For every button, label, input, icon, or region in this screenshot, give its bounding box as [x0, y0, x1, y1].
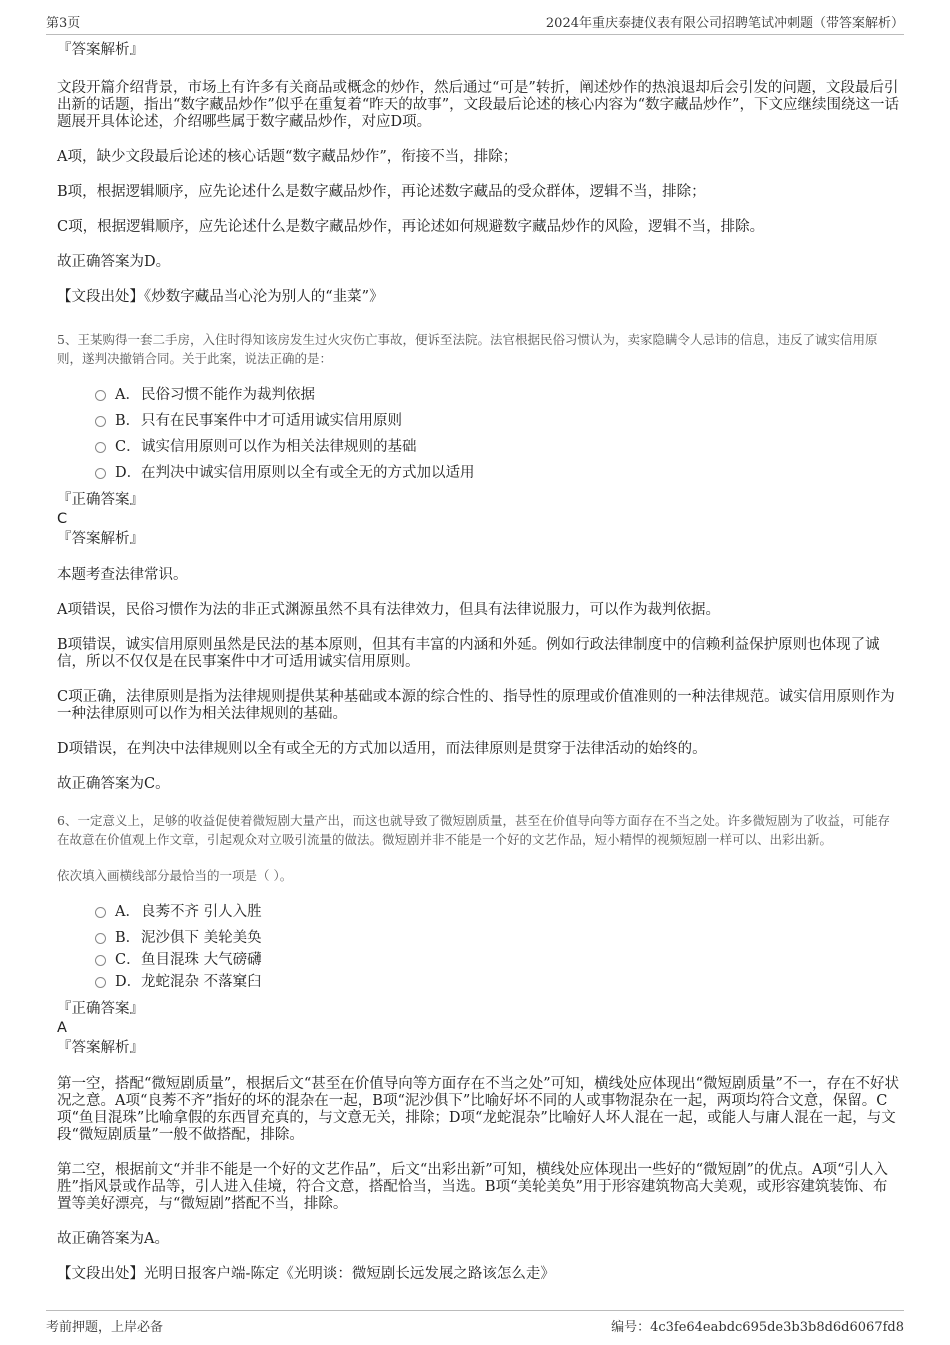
radio-icon[interactable] — [95, 390, 106, 401]
radio-icon[interactable] — [95, 468, 106, 479]
option-b[interactable]: B． 泥沙俱下 美轮美奂 — [95, 923, 900, 949]
option-d[interactable]: D． 龙蛇混杂 不落窠臼 — [95, 967, 900, 993]
question-prompt: 依次填入画横线部分最恰当的一项是（ ）。 — [57, 868, 293, 883]
analysis-paragraph: 故正确答案为D。 — [57, 254, 171, 270]
answer-label: 『正确答案』 — [57, 1001, 144, 1017]
option-c[interactable]: C． 鱼目混珠 大气磅礴 — [95, 949, 900, 967]
analysis-paragraph: 第一空，搭配“微短剧质量”，根据后文“甚至在价值导向等方面存在不当之处”可知，横线处应体现出“微短剧质量”不一，存在不好状况之意。A项“良莠不齐”指好的坏的混杂在一起，B项“泥沙俱下”比喻好坏不同的人或事物混杂在一起，两项均符合文意，保留。C项“鱼目混珠”比喻拿假的东西冒充真的，与文意无关，排除；D项“龙蛇混杂”比喻好人坏人混在一起，或能人与庸人混在一起，与文段“微短剧质量”一般不做搭配，排除。 — [57, 1076, 899, 1143]
analysis-paragraph: C项正确，法律原则是指为法律规则提供某种基础或本源的综合性的、指导性的原理或价值准则的一种法律规范。诚实信用原则作为一种法律原则可以作为相关法律规则的基础。 — [57, 689, 895, 722]
analysis-paragraph: D项错误，在判决中法律规则以全有或全无的方式加以适用，而法律原则是贯穿于法律活动的始终的。 — [57, 741, 707, 757]
page-footer — [46, 1310, 904, 1335]
question-6 — [57, 811, 900, 1283]
question-stem: 5、王某购得一套二手房，入住时得知该房发生过火灾伤亡事故，便诉至法院。法官根据民俗习惯认为，卖家隐瞒令人忌讳的信息，违反了诚实信用原则，遂判决撤销合同。关于此案，说法正确的是： — [57, 332, 878, 366]
option-a[interactable]: A． 民俗习惯不能作为裁判依据 — [95, 380, 900, 406]
analysis-paragraph: 故正确答案为C。 — [57, 776, 170, 792]
analysis-paragraph: C项，根据逻辑顺序，应先论述什么是数字藏品炒作，再论述如何规避数字藏品炒作的风险，逻辑不当，排除。 — [57, 219, 765, 235]
analysis-paragraph: B项错误，诚实信用原则虽然是民法的基本原则，但其有丰富的内涵和外延。例如行政法律制度中的信赖利益保护原则也体现了诚信，所以不仅仅是在民事案件中才可适用诚实信用原则。 — [57, 637, 880, 670]
correct-answer: A — [57, 1020, 67, 1036]
document-title: 2024年重庆泰捷仪表有限公司招聘笔试冲刺题（带答案解析） — [545, 16, 904, 31]
analysis-paragraph: A项错误，民俗习惯作为法的非正式渊源虽然不具有法律效力，但具有法律说服力，可以作为裁判依据。 — [57, 602, 720, 618]
radio-icon[interactable] — [95, 955, 106, 966]
analysis-paragraph: 第二空，根据前文“并非不能是一个好的文艺作品”，后文“出彩出新”可知，横线处应体现出一些好的“微短剧”的优点。A项“引人入胜”指风景或作品等，引人进入佳境，符合文意，搭配恰当，当选。B项“美轮美奂”用于形容建筑物高大美观，或形容建筑装饰、布置等美好漂亮，与“微短剧”搭配不当，排除。 — [57, 1162, 888, 1212]
option-c[interactable]: C． 诚实信用原则可以作为相关法律规则的基础 — [95, 432, 900, 458]
source-note: 【文段出处】光明日报客户端-陈定《光明谈：微短剧长远发展之路该怎么走》 — [57, 1266, 555, 1282]
option-d[interactable]: D． 在判决中诚实信用原则以全有或全无的方式加以适用 — [95, 458, 900, 484]
correct-answer: C — [57, 511, 68, 527]
document-id: 编号：4c3fe64eabdc695de3b3b8d6d6067fd8 — [611, 1320, 904, 1335]
analysis-label: 『答案解析』 — [57, 1040, 144, 1056]
option-list — [95, 380, 900, 484]
radio-icon[interactable] — [95, 416, 106, 427]
analysis-paragraph: B项，根据逻辑顺序，应先论述什么是数字藏品炒作，再论述数字藏品的受众群体，逻辑不当，排除； — [57, 184, 706, 200]
option-b[interactable]: B． 只有在民事案件中才可适用诚实信用原则 — [95, 406, 900, 432]
prev-question-analysis — [57, 40, 900, 306]
answer-label: 『正确答案』 — [57, 492, 144, 508]
footer-slogan: 考前押题，上岸必备 — [46, 1320, 164, 1335]
analysis-paragraph: 本题考查法律常识。 — [57, 567, 188, 583]
question-5 — [57, 330, 900, 793]
question-stem: 6、一定意义上，足够的收益促使着微短剧大量产出，而这也就导致了微短剧质量，甚至在价值导向等方面存在不当之处。许多微短剧为了收益，可能存在故意在价值观上作文章，引起观众对立吸引流量的做法。微短剧并非不能是一个好的文艺作品，短小精悍的视频短剧一样可以、出彩出新。 — [57, 813, 890, 847]
page-number: 第3页 — [46, 16, 81, 31]
radio-icon[interactable] — [95, 907, 106, 918]
analysis-paragraph: A项，缺少文段最后论述的核心话题“数字藏品炒作”，衔接不当，排除； — [57, 149, 518, 165]
source-note: 【文段出处】《炒数字藏品当心沦为别人的“韭菜”》 — [57, 289, 384, 305]
analysis-paragraph: 文段开篇介绍背景，市场上有许多有关商品或概念的炒作，然后通过“可是”转折，阐述炒作的热浪退却后会引发的问题，文段最后引出新的话题，指出“数字藏品炒作”似乎在重复着“昨天的故事”，文段最后论述的核心内容为“数字藏品炒作”，下文应继续围绕这一话题展开具体论述，介绍哪些属于数字藏品炒作，对应D项。 — [57, 80, 899, 130]
analysis-label: 『答案解析』 — [57, 42, 144, 58]
analysis-paragraph: 故正确答案为A。 — [57, 1231, 169, 1247]
page-header — [46, 12, 904, 35]
page-content — [57, 40, 900, 1301]
radio-icon[interactable] — [95, 977, 106, 988]
radio-icon[interactable] — [95, 933, 106, 944]
option-list — [95, 897, 900, 993]
radio-icon[interactable] — [95, 442, 106, 453]
analysis-label: 『答案解析』 — [57, 531, 144, 547]
option-a[interactable]: A． 良莠不齐 引人入胜 — [95, 897, 900, 923]
